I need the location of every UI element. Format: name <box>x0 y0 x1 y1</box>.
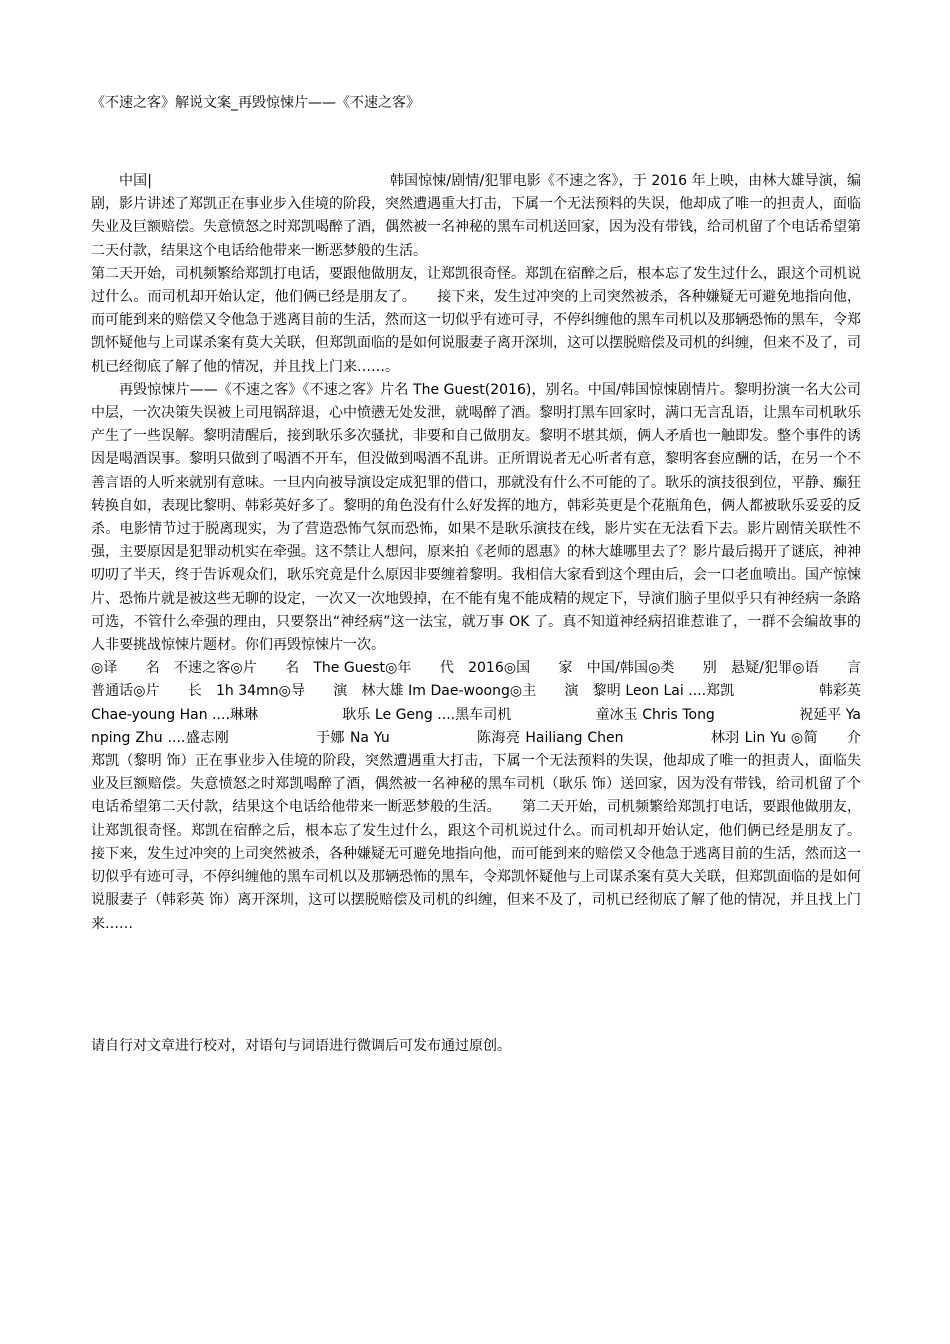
paragraph-intro: 中国| 韩国惊悚/剧情/犯罪电影《不速之客》，于 2016 年上映，由林大雄导演，编剧，影片讲述了郑凯正在事业步入佳境的阶段，突然遭遇重大打击，下属一个无法预料的失误，他却成了唯一的担责人，面临失业及巨额赔偿。失意愤怒之时郑凯喝醉了酒，偶然被一名神秘的黑车司机送回家，因为没有带钱，给司机留了个电话希望第二天付款，结果这个电话给他带来一断恶梦般的生活。 <box>91 173 861 259</box>
document-body <box>91 170 889 936</box>
footer-note: 请自行对文章进行校对，对语句与词语进行微调后可发布通过原创。 <box>91 1038 511 1054</box>
paragraph-film-info: ◎译 名 不速之客◎片 名 The Guest◎年 代 2016◎国 家 中国/韩国◎类 别 悬疑/犯罪◎语 言 普通话◎片 长 1h 34mn◎导 演 林大雄 Im Dae-woong◎主 演 黎明 Leon Lai ....郑凯 韩彩英 Chae-young Han ....琳琳 耿乐 Le Geng ....黑车司机 童冰玉 Chris Tong 祝延平 Yanping Zhu ....盛志刚 于娜 Na Yu 陈海亮 Hailiang Chen 林羽 Lin Yu ◎简 介 郑凯（黎明 饰）正在事业步入佳境的阶段，突然遭遇重大打击，下属一个无法预料的失误，他却成了唯一的担责人，面临失业及巨额赔偿。失意愤怒之时郑凯喝醉了酒，偶然被一名神秘的黑车司机（耿乐 饰）送回家，因为没有带钱，给司机留了个电话希望第二天付款，结果这个电话给他带来一断恶梦般的生活。 第二天开始，司机频繁给郑凯打电话，要跟他做朋友，让郑凯很奇怪。郑凯在宿醉之后，根本忘了发生过什么，跟这个司机说过什么。而司机却开始认定，他们俩已经是朋友了。 接下来，发生过冲突的上司突然被杀，各种嫌疑无可避免地指向他，而可能到来的赔偿又令他急于逃离目前的生活，然而这一切似乎有迹可寻，不停纠缠他的黑车司机以及那辆恐怖的黑车，令郑凯怀疑他与上司谋杀案有莫大关联，但郑凯面临的是如何说服妻子（韩彩英 饰）离开深圳，这可以摆脱赔偿及司机的纠缠，但来不及了，司机已经彻底了解了他的情况，并且找上门来…… <box>91 660 889 932</box>
paragraph-plot: 第二天开始，司机频繁给郑凯打电话，要跟他做朋友，让郑凯很奇怪。郑凯在宿醉之后，根本忘了发生过什么，跟这个司机说过什么。而司机却开始认定，他们俩已经是朋友了。 接下来，发生过冲突的上司突然被杀，各种嫌疑无可避免地指向他，而可能到来的赔偿又令他急于逃离目前的生活，然而这一切似乎有迹可寻，不停纠缠他的黑车司机以及那辆恐怖的黑车，令郑凯怀疑他与上司谋杀案有莫大关联，但郑凯面临的是如何说服妻子离开深圳，这可以摆脱赔偿及司机的纠缠，但来不及了，司机已经彻底了解了他的情况，并且找上门来……。 <box>91 265 861 375</box>
paragraph-review: 再毁惊悚片——《不速之客》《不速之客》片名 The Guest(2016)，别名。中国/韩国惊悚剧情片。黎明扮演一名大公司中层，一次决策失误被上司甩锅辞退，心中愤懑无处发泄，就喝醉了酒。黎明打黑车回家时，满口无言乱语，让黑车司机耿乐产生了一些误解。黎明清醒后，接到耿乐多次骚扰，非要和自己做朋友。黎明不堪其烦，俩人矛盾也一触即发。整个事件的诱因是喝酒误事。黎明只做到了喝酒不开车，但没做到喝酒不乱讲。正所谓说者无心听者有意，黎明客套应酬的话，在另一个不善言语的人听来就别有意味。一旦内向被导演设定成犯罪的借口，那就没有什么不可能的了。耿乐的演技很到位，平静、癫狂转换自如，表现比黎明、韩彩英好多了。黎明的角色没有什么好发挥的地方，韩彩英更是个花瓶角色，俩人都被耿乐妥妥的反杀。电影情节过于脱离现实，为了营造恐怖气氛而恐怖，如果不是耿乐演技在线，影片实在无法看下去。影片剧情关联性不强，主要原因是犯罪动机实在牵强。这不禁让人想问，原来拍《老师的恩惠》的林大雄哪里去了？影片最后揭开了谜底，神神叨叨了半天，终于告诉观众们，耿乐究竟是什么原因非要缠着黎明。我相信大家看到这个理由后，会一口老血喷出。国产惊悚片、恐怖片就是被这些无聊的设定，一次又一次地毁掉，在不能有鬼不能成精的规定下，导演们脑子里似乎只有神经病一条路可选，不管什么牵强的理由，只要祭出“神经病”这一法宝，就万事 OK 了。真不知道神经病招谁惹谁了，一群不会编故事的人非要挑战惊悚片题材。你们再毁惊悚片一次。 <box>91 381 861 654</box>
document-title: 《不速之客》解说文案_再毁惊悚片——《不速之客》 <box>91 95 420 111</box>
